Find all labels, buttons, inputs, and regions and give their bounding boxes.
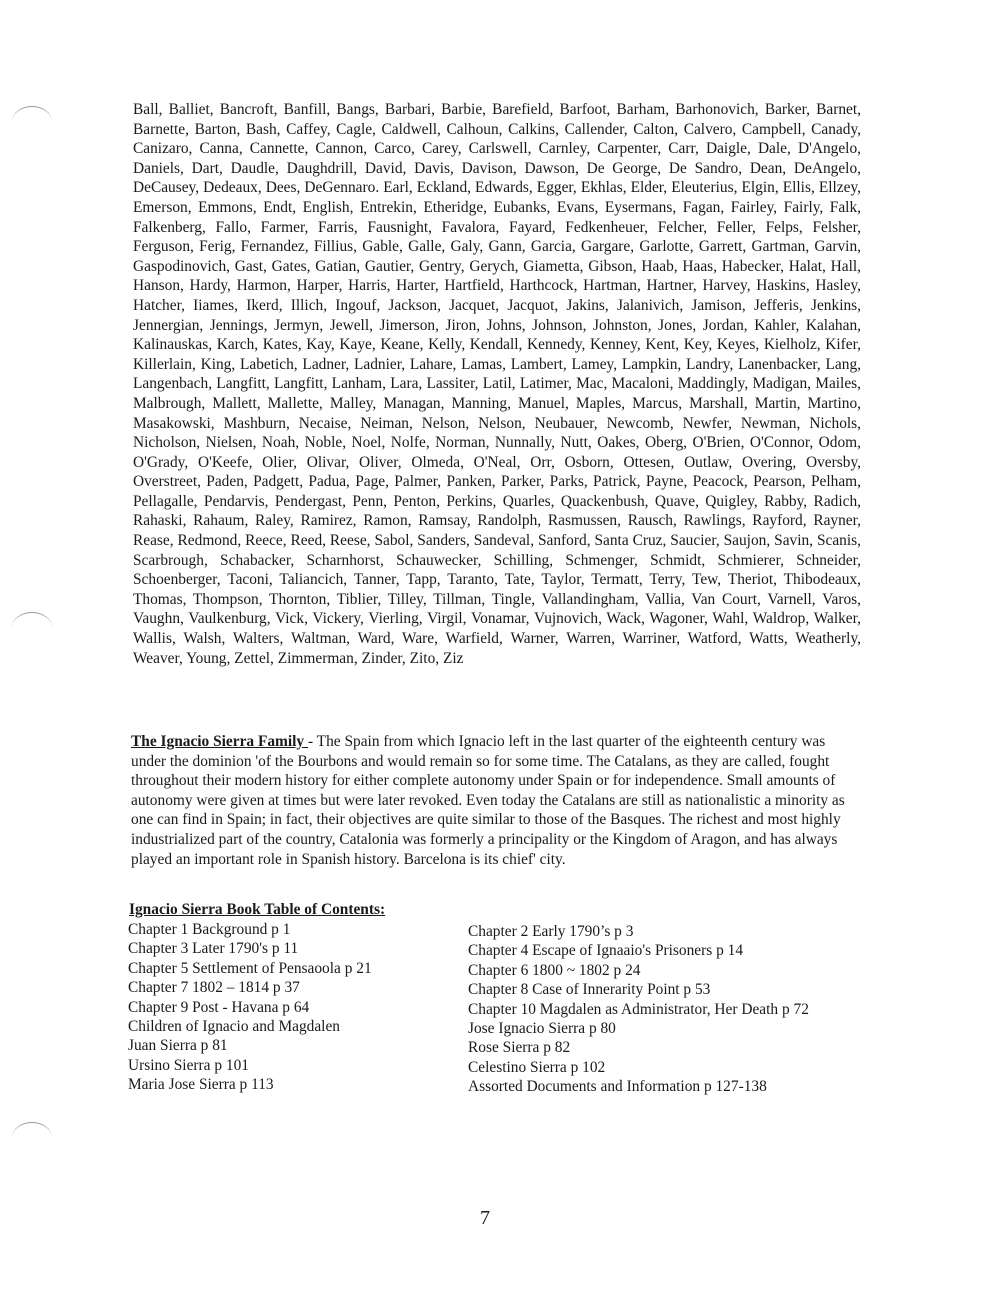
toc-entry: Maria Jose Sierra p 113	[128, 1076, 274, 1094]
toc-entry: Assorted Documents and Information p 127-138	[468, 1078, 767, 1096]
ignacio-sierra-family-section	[131, 732, 859, 869]
toc-left-column	[128, 920, 448, 1095]
toc-entry: Celestino Sierra p 102	[468, 1058, 606, 1076]
toc-entry: Chapter 10 Magdalen as Administrator, Her Death p 72	[468, 1000, 809, 1018]
toc-right-column	[468, 922, 888, 1097]
surnames-paragraph: Ball, Balliet, Bancroft, Banfill, Bangs, Barbari, Barbie, Barefield, Barfoot, Barham, Barhonovich, Barker, Barnet, Barnette, Barton, Bash, Caffey, Cagle, Caldwell, Calhoun, Calkins, Callender, Calton, Calvero, Campbell, Canady, Canizaro, Canna, Cannette, Cannon, Carco, Carey, Carlswell, Carnley, Carpenter, Carr, Daigle, Dale, D'Angelo, Daniels, Dart, Daudle, Daughdrill, David, Davis, Davison, Dawson, De George, De Sandro, Dean, DeAngelo, DeCausey, Dedeaux, Dees, DeGennaro. Earl, Eckland, Edwards, Egger, Ekhlas, Elder, Eleuterius, Elgin, Ellis, Ellzey, Emerson, Emmons, Endt, English, Entrekin, Etheridge, Eubanks, Evans, Eysermans, Fagan, Fairley, Fairly, Falk, Falkenberg, Fallo, Farmer, Farris, Fausnight, Favalora, Fayard, Fedkenheuer, Felcher, Feller, Felps, Felsher, Ferguson, Ferig, Fernandez, Fillius, Gable, Galle, Galy, Gann, Garcia, Gargare, Garlotte, Garrett, Gartman, Garvin, Gaspodinovich, Gast, Gates, Gatian, Gautier, Gentry, Gerych, Giametta, Gibson, Haab, Haas, Habecker, Halat, Hall, Hanson, Hardy, Harmon, Harper, Harris, Harter, Hartfield, Harthcock, Hartman, Hartner, Harvey, Haskins, Hasley, Hatcher, Iiames, Ikerd, Illich, Ingouf, Jackson, Jacquet, Jacquot, Jakins, Jalanivich, Jamison, Jefferis, Jenkins, Jennergian, Jennings, Jermyn, Jewell, Jimerson, Jiron, Johns, Johnson, Johnston, Jones, Jordan, Kahler, Kalahan, Kalinauskas, Karch, Kates, Kay, Kaye, Keane, Kelly, Kendall, Kennedy, Kenney, Kent, Key, Keyes, Kielholz, Kifer, Killerlain, King, Labetich, Ladner, Ladnier, Lahare, Lamas, Lambert, Lamey, Lampkin, Landry, Lanenbacker, Lang, Langenbach, Langfitt, Langfitt, Lanham, Lara, Lassiter, Latil, Latimer, Mac, Macaloni, Maddingly, Madigan, Mailes, Malbrough, Mallett, Mallette, Malley, Managan, Manning, Manuel, Maples, Marcus, Marshall, Martin, Martino, Masakowski, Mashburn, Necaise, Neiman, Nelson, Nelson, Neubauer, Newcomb, Newfer, Newman, Nichols, Nicholson, Nielsen, Noah, Noble, Noel, Nolfe, Norman, Nunnally, Nutt, Oakes, Oberg, O'Brien, O'Connor, Odom, O'Grady, O'Keefe, Olier, Olivar, Oliver, Olmeda, O'Neal, Orr, Osborn, Ottesen, Outlaw, Overing, Oversby, Overstreet, Paden, Padgett, Padua, Page, Palmer, Panken, Parker, Parks, Patrick, Payne, Peacock, Pearson, Pelham, Pellagalle, Pendarvis, Pendergast, Penn, Penton, Perkins, Quarles, Quackenbush, Quave, Quigley, Rabby, Radich, Rahaski, Rahaum, Raley, Ramirez, Ramon, Ramsay, Randolph, Rasmussen, Rausch, Rawlings, Rayford, Rayner, Rease, Redmond, Reece, Reed, Reese, Sabol, Sanders, Sandeval, Sanford, Santa Cruz, Saucier, Saujon, Savin, Scanis, Scarbrough, Schabacker, Scharnhorst, Schauwecker, Schilling, Schmenger, Schmidt, Schmierer, Schneider, Schoenberger, Taconi, Taliancich, Tanner, Tapp, Taranto, Tate, Taylor, Termatt, Terry, Tew, Theriot, Thibodeaux, Thomas, Thompson, Thornton, Tiblier, Tilley, Tillman, Tingle, Vallandingham, Vallia, Van Court, Varnell, Varos, Vaughn, Vaulkenburg, Vick, Vickery, Vierling, Virgil, Vonamar, Vujnovich, Wack, Wagoner, Wahl, Waldrop, Walker, Wallis, Walsh, Walters, Waltman, Ward, Ware, Warfield, Warner, Warren, Warriner, Watford, Watts, Weatherly, Weaver, Young, Zettel, Zimmerman, Zinder, Zito, Ziz	[133, 101, 861, 667]
section-heading: The Ignacio Sierra Family	[131, 733, 308, 750]
toc-entry: Jose Ignacio Sierra p 80	[468, 1020, 616, 1038]
binder-hole-mark	[12, 1122, 52, 1153]
binder-hole-mark	[12, 106, 52, 137]
binder-hole-mark	[12, 612, 52, 643]
toc-entry: Juan Sierra p 81	[128, 1037, 228, 1055]
toc-entry: Chapter 6 1800 ~ 1802 p 24	[468, 961, 641, 979]
page-number: 7	[480, 1207, 490, 1229]
toc-title-colon: :	[379, 901, 386, 918]
toc-title	[129, 901, 385, 919]
toc-entry: Chapter 5 Settlement of Pensaoola p 21	[128, 959, 372, 977]
toc-entry: Chapter 1 Background p 1	[128, 921, 291, 938]
toc-entry: Chapter 2 Early 1790’s p 3	[468, 923, 634, 940]
section-body: - The Spain from which Ignacio left in the last quarter of the eighteenth century was under the dominion 'of the Bourbons and would remain so for some time. The Catalans, as they are called, fought throughout their modern history for either complete autonomy under Spain or for independence. Small amounts of autonomy were given at times but were later revoked. Even today the Catalans are still as nationalistic a minority as one can find in Spain; in fact, their objectives are quite similar to those of the Basques. The richest and most highly industrialized part of the country, Catalonia was formerly a principality or the Kingdom of Aragon, and has always played an important role in Spanish history. Barcelona is its chief' city.	[131, 733, 845, 868]
toc-entry: Rose Sierra p 82	[468, 1039, 571, 1057]
toc-title-text: Ignacio Sierra Book Table of Contents	[129, 901, 380, 918]
toc-entry: Chapter 7 1802 – 1814 p 37	[128, 979, 300, 997]
toc-entry: Ursino Sierra p 101	[128, 1056, 249, 1074]
toc-entry: Children of Ignacio and Magdalen	[128, 1018, 340, 1036]
toc-entry: Chapter 4 Escape of Ignaaio's Prisoners p 14	[468, 942, 744, 960]
toc-entry: Chapter 9 Post - Havana p 64	[128, 998, 310, 1016]
toc-entry: Chapter 3 Later 1790's p 11	[128, 940, 299, 958]
toc-entry: Chapter 8 Case of Innerarity Point p 53	[468, 981, 711, 999]
